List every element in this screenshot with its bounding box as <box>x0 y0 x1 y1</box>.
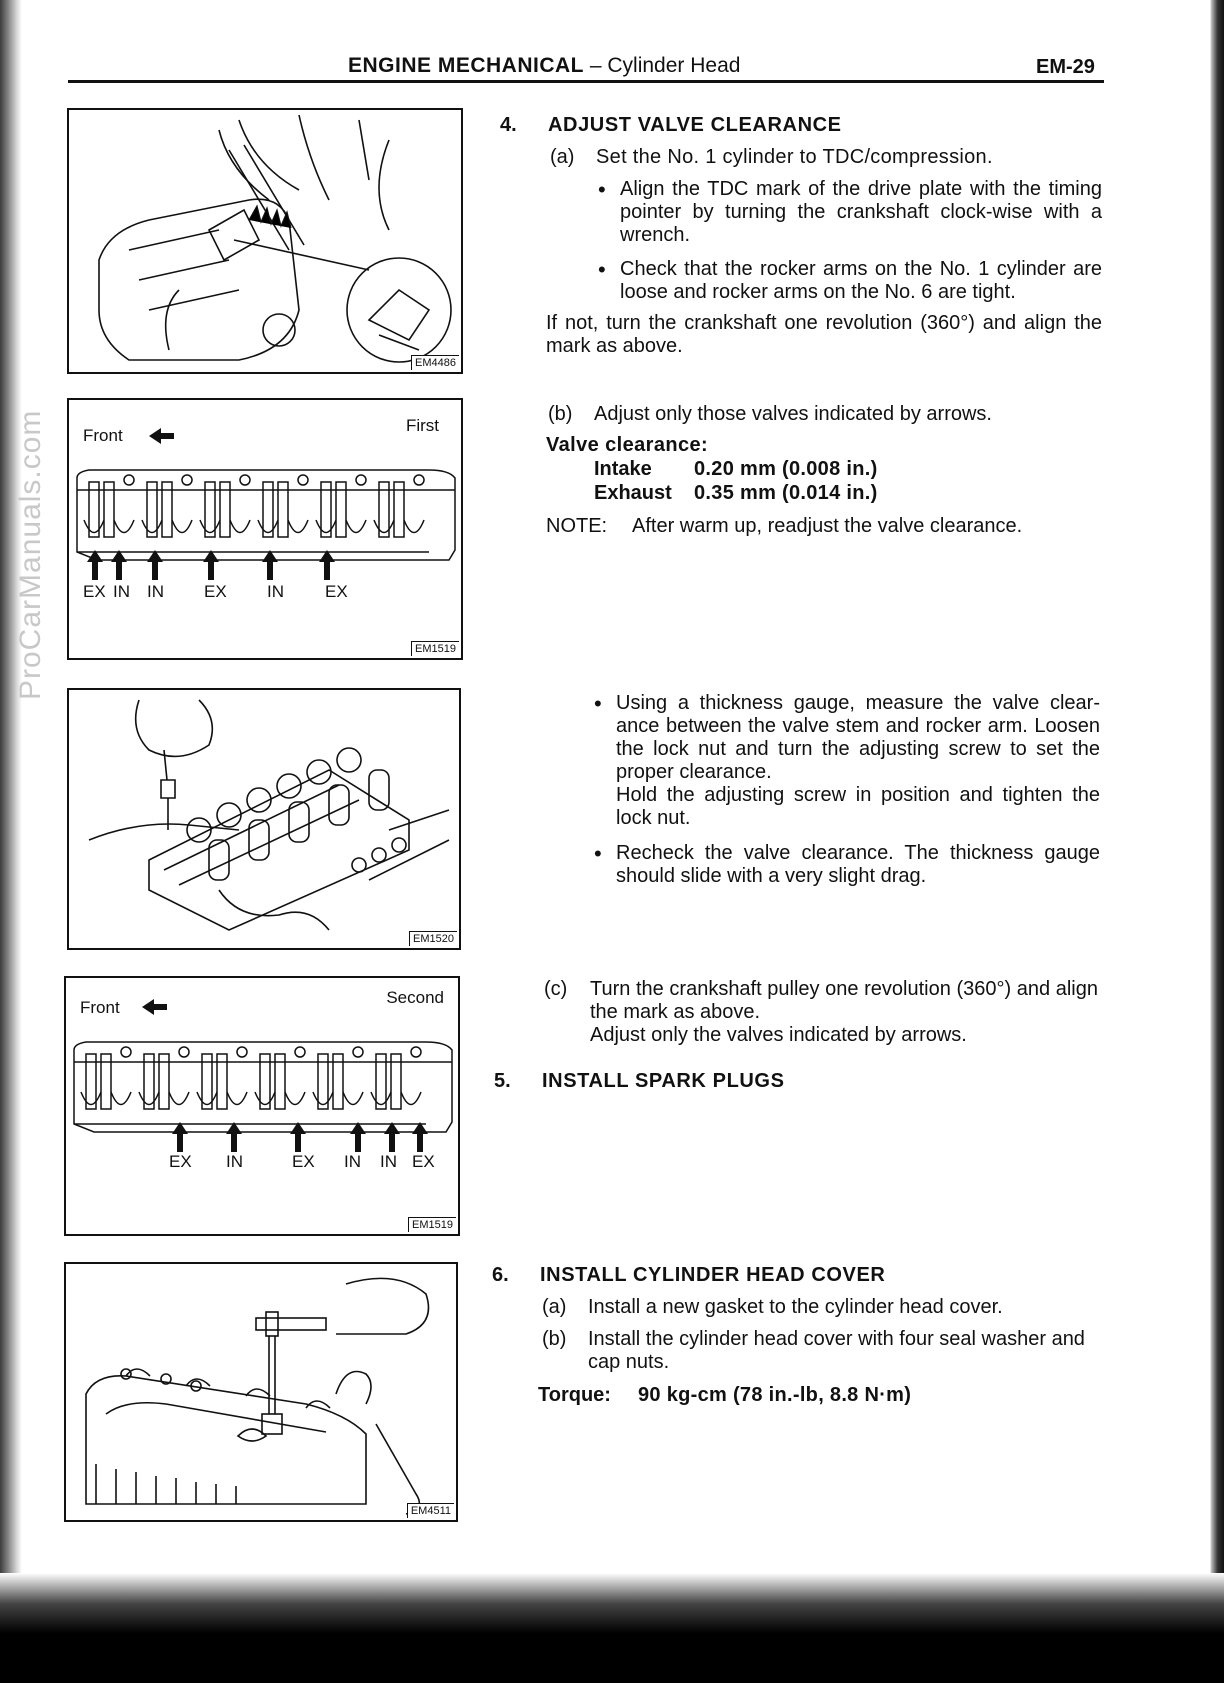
front-label: Front <box>83 426 123 445</box>
valve-label: IN <box>113 582 130 601</box>
spec-value: 0.20 mm (0.008 in.) <box>694 458 878 480</box>
substep-text <box>590 978 1098 1047</box>
valve-label: EX <box>83 582 106 601</box>
substep-marker: (c) <box>544 978 568 1000</box>
valve-label: EX <box>412 1152 435 1171</box>
valve-label: IN <box>147 582 164 601</box>
page-header <box>348 54 740 78</box>
figure-code: EM1519 <box>408 1217 456 1232</box>
header-subsection: Cylinder Head <box>607 54 741 77</box>
figure-head-cover <box>64 1262 458 1522</box>
instruction-bullet: • Recheck the valve clearance. The thickness gauge should slide with a very slight drag. <box>616 842 1100 888</box>
step-heading: ADJUST VALVE CLEARANCE <box>548 114 842 136</box>
step-number: 5. <box>494 1070 511 1092</box>
header-section: ENGINE MECHANICAL <box>348 54 585 77</box>
head-cover-drawing <box>66 1264 456 1520</box>
front-arrow-icon <box>142 999 167 1015</box>
note-label: NOTE: <box>546 515 608 537</box>
substep-marker: (a) <box>542 1296 567 1318</box>
substep-text: Set the No. 1 cylinder to TDC/compression. <box>596 146 993 168</box>
figure-thickness-gauge <box>67 688 461 950</box>
instruction-bullet <box>616 692 1100 830</box>
figure-valve-first <box>67 398 463 660</box>
note-text: After warm up, readjust the valve clearance. <box>632 515 1023 537</box>
first-cylinder-head-drawing <box>69 400 461 658</box>
step-heading: INSTALL SPARK PLUGS <box>542 1070 785 1092</box>
bullet-text: Using a thickness gauge, measure the valve clear-ance between the valve stem and rocker arm. Loosen the lock nut and turn the adjusting screw to set the proper clearance. <box>616 692 1100 783</box>
thickness-gauge-drawing <box>69 690 459 948</box>
valve-label: EX <box>325 582 348 601</box>
valve-label: IN <box>344 1152 361 1171</box>
spec-title: Valve clearance: <box>546 434 709 456</box>
spec-value: 0.35 mm (0.014 in.) <box>694 482 878 504</box>
substep-marker: (a) <box>550 146 575 168</box>
valve-label: IN <box>267 582 284 601</box>
instruction-bullet: • Align the TDC mark of the drive plate with the timing pointer by turning the crankshaft clock-wise with a wrench. <box>620 178 1102 247</box>
substep-text: Install the cylinder head cover with four seal washer and cap nuts. <box>588 1328 1085 1373</box>
front-label: Front <box>80 998 120 1017</box>
spec-name: Exhaust <box>594 482 672 504</box>
substep-line: Adjust only the valves indicated by arrows. <box>590 1024 967 1046</box>
valve-label: EX <box>292 1152 315 1171</box>
figure-code: EM4511 <box>407 1503 454 1518</box>
substep-marker: (b) <box>548 403 573 425</box>
front-arrow-icon <box>149 428 174 444</box>
valve-arrows <box>172 1122 428 1152</box>
corner-label: First <box>405 416 439 435</box>
figure-code: EM4486 <box>411 355 459 370</box>
substep-text: Adjust only those valves indicated by arrows. <box>594 403 992 425</box>
valve-label: IN <box>226 1152 243 1171</box>
valve-label: IN <box>380 1152 397 1171</box>
scan-edge-bottom <box>0 1573 1224 1683</box>
page-number: EM-29 <box>1036 56 1095 78</box>
instruction-bullet: • Check that the rocker arms on the No. 1 cylinder are loose and rocker arms on the No. 6 are tight. <box>620 258 1102 304</box>
corner-label: Second <box>386 988 444 1007</box>
figure-code: EM1519 <box>411 641 459 656</box>
valve-label: EX <box>169 1152 192 1171</box>
scan-edge-right <box>1210 0 1224 1683</box>
timing-mark-drawing <box>69 110 461 372</box>
bullet-text: Hold the adjusting screw in position and tighten the lock nut. <box>616 784 1100 829</box>
substep-line: Turn the crankshaft pulley one revolution (360°) and align the mark as above. <box>590 978 1098 1023</box>
step-number: 4. <box>500 114 517 136</box>
torque-label: Torque: <box>538 1384 611 1406</box>
substep-text: Install a new gasket to the cylinder head cover. <box>588 1296 1003 1318</box>
header-separator: – <box>584 54 608 77</box>
instruction-note: If not, turn the crankshaft one revolution (360°) and align the mark as above. <box>546 312 1102 357</box>
step-heading: INSTALL CYLINDER HEAD COVER <box>540 1264 886 1286</box>
spec-name: Intake <box>594 458 652 480</box>
figure-timing-mark <box>67 108 463 374</box>
figure-valve-second <box>64 976 460 1236</box>
torque-value: 90 kg-cm (78 in.-lb, 8.8 N·m) <box>638 1384 912 1406</box>
second-cylinder-head-drawing <box>66 978 458 1234</box>
watermark: ProCarManuals.com <box>14 409 47 700</box>
scan-edge-left <box>0 0 22 1600</box>
step-number: 6. <box>492 1264 509 1286</box>
substep-marker: (b) <box>542 1328 567 1350</box>
figure-code: EM1520 <box>409 931 457 946</box>
header-rule <box>68 80 1104 83</box>
valve-label: EX <box>204 582 227 601</box>
valve-arrows <box>87 550 335 580</box>
